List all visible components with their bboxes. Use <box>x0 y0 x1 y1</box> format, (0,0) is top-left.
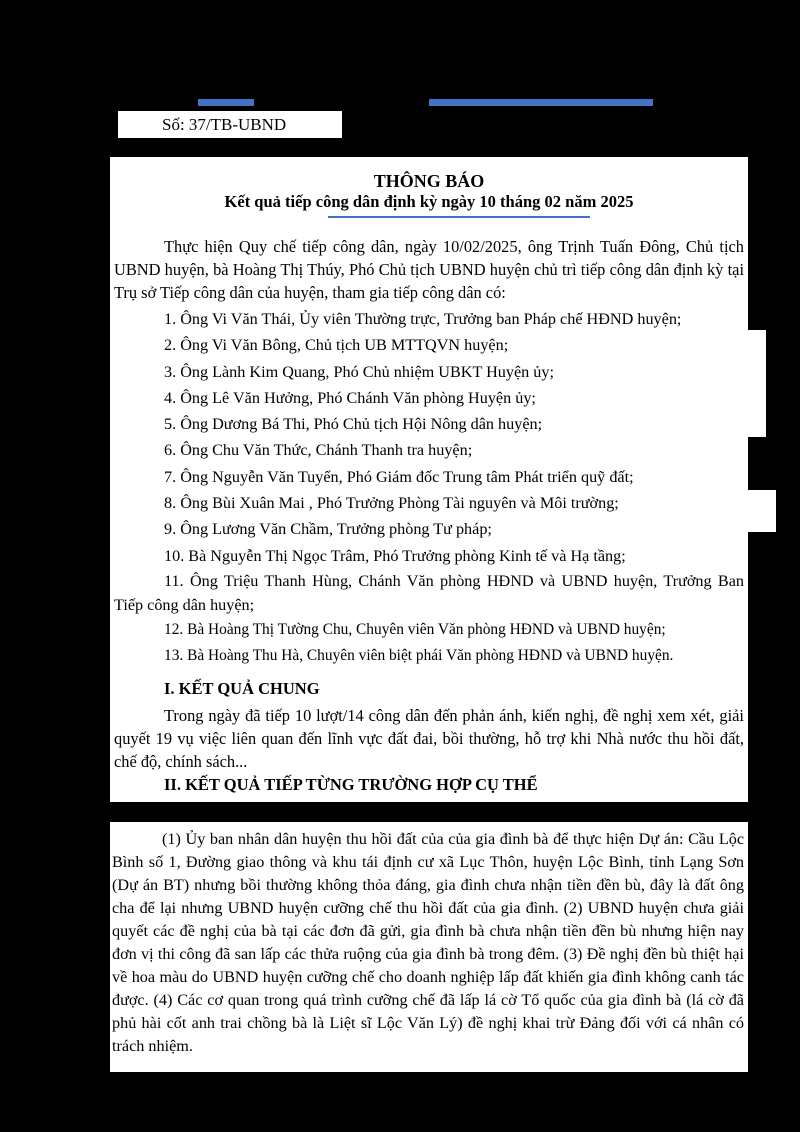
list-item: 1. Ông Vi Văn Thái, Ủy viên Thường trực, Trưởng ban Pháp chế HĐND huyện; <box>164 310 682 328</box>
list-item: 4. Ông Lê Văn Hưởng, Phó Chánh Văn phòng Huyện ủy; <box>164 388 536 407</box>
list-item: 6. Ông Chu Văn Thức, Chánh Thanh tra huyện; <box>164 441 473 460</box>
redaction-bar-right <box>429 99 653 106</box>
list-item: 3. Ông Lành Kim Quang, Phó Chủ nhiệm UBKT Huyện ủy; <box>164 362 554 381</box>
participant-list <box>114 306 744 670</box>
list-item: 5. Ông Dương Bá Thi, Phó Chủ tịch Hội Nông dân huyện; <box>164 415 543 434</box>
section-heading-general: I. KẾT QUẢ CHUNG <box>164 679 320 698</box>
list-item: 12. Bà Hoàng Thị Tường Chu, Chuyên viên Văn phòng HĐND và UBND huyện; <box>164 620 666 638</box>
redaction-bar-left <box>198 99 254 106</box>
list-item: 2. Ông Vi Văn Bông, Chủ tịch UB MTTQVN huyện; <box>164 336 509 355</box>
notice-subtitle: Kết quả tiếp công dân định kỳ ngày 10 tháng 02 năm 2025 <box>224 192 634 211</box>
list-item: 11. Ông Triệu Thanh Hùng, Chánh Văn phòng HĐND và UBND huyện, Trưởng Ban Tiếp công dân huyện; <box>114 571 744 614</box>
notice-body-panel <box>110 157 748 802</box>
document-number: Số: 37/TB-UBND <box>118 111 342 138</box>
subtitle-underline <box>328 216 590 218</box>
list-item: 9. Ông Lương Văn Chầm, Trưởng phòng Tư pháp; <box>164 520 492 539</box>
general-results-paragraph: Trong ngày đã tiếp 10 lượt/14 công dân đến phản ánh, kiến nghị, đề nghị xem xét, giải quyết 19 vụ việc liên quan đến lĩnh vực đất đai, bồi thường, hỗ trợ khi Nhà nước thu hồi đất, chế độ, chính sách... <box>114 706 744 771</box>
case-detail-panel <box>110 822 748 1072</box>
section-heading-cases: II. KẾT QUẢ TIẾP TỪNG TRƯỜNG HỢP CỤ THỂ <box>164 775 538 794</box>
list-item: 13. Bà Hoàng Thu Hà, Chuyên viên biệt phái Văn phòng HĐND và UBND huyện. <box>164 647 674 665</box>
list-item: 7. Ông Nguyễn Văn Tuyển, Phó Giám đốc Trung tâm Phát triển quỹ đất; <box>164 467 634 486</box>
list-item: 10. Bà Nguyễn Thị Ngọc Trâm, Phó Trưởng phòng Kinh tế và Hạ tầng; <box>164 546 626 565</box>
case-paragraph: (1) Ủy ban nhân dân huyện thu hồi đất của của gia đình bà để thực hiện Dự án: Cầu Lộc Bình số 1, Đường giao thông và khu tái định cư xã Lục Thôn, huyện Lộc Bình, tỉnh Lạng Sơn (Dự án BT) nhưng bồi thường không thỏa đáng, gia đình chưa nhận tiền đền bù, đây là đất ông cha để lại nhưng UBND huyện cưỡng chế thu hồi đất của gia đình. (2) UBND huyện chưa giải quyết các đề nghị của bà tại các đơn đã gửi, gia đình bà chưa nhận tiền đền bù nhưng hiện nay đơn vị thi công đã san lấp các thửa ruộng của gia đình bà trong đêm. (3) Đề nghị đền bù thiệt hại về hoa màu do UBND huyện cưỡng chế cho doanh nghiệp lấp đất khiến gia đình không canh tác được. (4) Các cơ quan trong quá trình cưỡng chế đã lấp lá cờ Tổ quốc của gia đình bà (lá cờ đã phủ hài cốt anh trai chồng bà là Liệt sĩ Lộc Văn Lý) đề nghị khai trừ Đảng đối với cá nhân có trách nhiệm. <box>112 830 744 1055</box>
notice-title: THÔNG BÁO <box>373 171 485 191</box>
list-item: 8. Ông Bùi Xuân Mai , Phó Trưởng Phòng Tài nguyên và Môi trường; <box>164 494 619 513</box>
intro-paragraph: Thực hiện Quy chế tiếp công dân, ngày 10/02/2025, ông Trịnh Tuấn Đông, Chủ tịch UBND huyện, bà Hoàng Thị Thúy, Phó Chủ tịch UBND huyện chủ trì tiếp công dân định kỳ tại Trụ sở Tiếp công dân của huyện, tham gia tiếp công dân có: <box>114 237 744 302</box>
